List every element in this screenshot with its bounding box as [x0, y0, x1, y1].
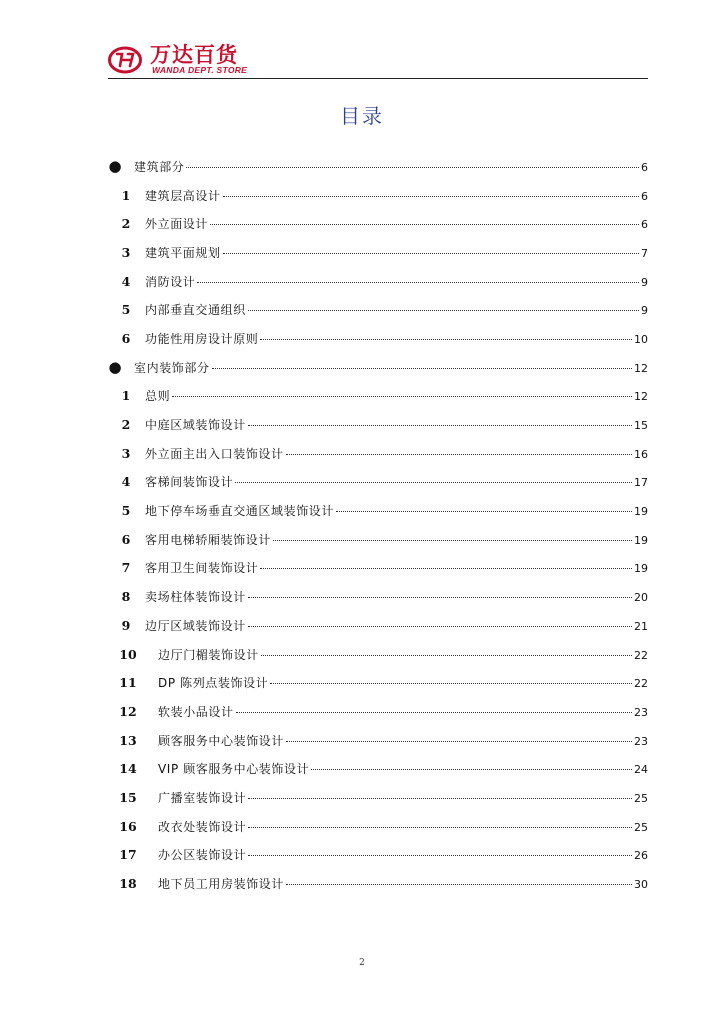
toc-entry-number: 1 [121, 187, 131, 203]
toc-entry-body [145, 187, 648, 204]
toc-entry-body [158, 732, 648, 749]
toc-dot-leader [286, 884, 632, 885]
toc-entry-page: 9 [641, 304, 648, 318]
toc-entry-body [145, 588, 648, 605]
toc-entry-number: 14 [119, 761, 137, 777]
toc-entry-body [145, 387, 648, 404]
toc-dot-leader [311, 769, 632, 770]
toc-entry-number: 11 [119, 675, 137, 691]
toc-entry-number: 18 [119, 876, 137, 892]
toc-entry-label: 中庭区域装饰设计 [145, 418, 246, 433]
toc-entry-label: 边厅门楣装饰设计 [158, 647, 259, 662]
toc-entry[interactable] [108, 754, 648, 783]
toc-entry-label: 外立面主出入口装饰设计 [145, 446, 284, 461]
toc-entry-label: 功能性用房设计原则 [145, 331, 259, 346]
toc-entry[interactable] [108, 697, 648, 726]
toc-entry-page: 19 [634, 533, 648, 547]
toc-entry[interactable] [108, 640, 648, 669]
toc-entry-label: 软装小品设计 [158, 704, 234, 719]
toc-dot-leader [186, 167, 639, 168]
toc-entry-body [145, 301, 648, 318]
toc-entry[interactable] [108, 554, 648, 583]
toc-entry-page: 20 [634, 591, 648, 605]
toc-dot-leader [248, 798, 632, 799]
page-title: 目录 [340, 104, 384, 128]
toc-entry[interactable] [108, 525, 648, 554]
toc-dot-leader [248, 626, 632, 627]
toc-entry-number: 3 [121, 445, 131, 461]
toc-entry-body [145, 330, 648, 347]
toc-dot-leader [197, 282, 639, 283]
toc-dot-leader [248, 597, 632, 598]
toc-dot-leader [260, 339, 632, 340]
toc-entry-body [145, 215, 648, 232]
toc-entry[interactable] [108, 382, 648, 411]
toc-bullet: ● [108, 157, 122, 176]
toc-entry-page: 25 [634, 820, 648, 834]
wanda-logo-icon [108, 46, 142, 74]
toc-entry-label: 边厅区域装饰设计 [145, 618, 246, 633]
toc-entry-body [145, 531, 648, 548]
toc-entry-body [158, 760, 648, 777]
toc-entry-body [145, 617, 648, 634]
toc-entry[interactable] [108, 869, 648, 898]
toc-entry-number: 2 [121, 216, 131, 232]
toc-entry-body [158, 646, 648, 663]
toc-entry-label: 广播室装饰设计 [158, 790, 247, 805]
toc-dot-leader [286, 454, 632, 455]
toc-entry-page: 22 [634, 648, 648, 662]
toc-entry[interactable] [108, 783, 648, 812]
toc-entry[interactable] [108, 468, 648, 497]
toc-entry[interactable] [108, 295, 648, 324]
toc-entry[interactable] [108, 496, 648, 525]
toc-bullet: ● [108, 358, 122, 377]
toc-entry-label: 建筑平面规划 [145, 245, 221, 260]
table-of-contents [108, 152, 648, 898]
toc-entry-page: 17 [634, 476, 648, 490]
toc-entry-number: 10 [119, 646, 137, 662]
toc-entry-page: 6 [641, 160, 648, 174]
toc-entry-page: 9 [641, 275, 648, 289]
toc-dot-leader [260, 568, 632, 569]
toc-dot-leader [248, 827, 632, 828]
toc-entry[interactable] [108, 238, 648, 267]
toc-dot-leader [286, 741, 632, 742]
toc-entry-label: 卖场柱体装饰设计 [145, 590, 246, 605]
toc-entry-number: 2 [121, 417, 131, 433]
toc-entry-page: 25 [634, 791, 648, 805]
toc-entry-number: 5 [121, 302, 131, 318]
toc-entry-label: 外立面设计 [145, 217, 209, 232]
toc-entry[interactable] [108, 726, 648, 755]
toc-entry-body [145, 273, 648, 290]
toc-entry-label: 消防设计 [145, 274, 196, 289]
toc-entry[interactable] [108, 324, 648, 353]
toc-entry-number: 9 [121, 617, 131, 633]
toc-entry-page: 15 [634, 419, 648, 433]
toc-entry-body [158, 818, 648, 835]
toc-entry-body [145, 473, 648, 490]
toc-entry-label: 办公区装饰设计 [158, 848, 247, 863]
toc-dot-leader [248, 310, 639, 311]
toc-entry-page: 12 [634, 390, 648, 404]
toc-entry[interactable] [108, 611, 648, 640]
toc-dot-leader [248, 855, 632, 856]
toc-dot-leader [261, 655, 632, 656]
toc-dot-leader [270, 683, 632, 684]
toc-entry-number: 12 [119, 703, 137, 719]
toc-entry-label: VIP 顾客服务中心装饰设计 [158, 762, 310, 777]
toc-entry-number: 4 [121, 273, 131, 289]
toc-entry-label: 内部垂直交通组织 [145, 303, 246, 318]
toc-entry-body [158, 703, 648, 720]
toc-entry-body [134, 158, 648, 175]
toc-entry-body [145, 445, 648, 462]
toc-entry-page: 26 [634, 849, 648, 863]
toc-dot-leader [273, 540, 632, 541]
toc-entry-body [158, 846, 648, 863]
toc-entry-number: 7 [121, 560, 131, 576]
toc-entry-label: 建筑层高设计 [145, 188, 221, 203]
toc-entry-number: 15 [119, 789, 137, 805]
toc-entry-label: 地下停车场垂直交通区域装饰设计 [145, 504, 335, 519]
toc-entry-body [145, 502, 648, 519]
toc-entry-body [145, 559, 648, 576]
toc-entry[interactable] [108, 267, 648, 296]
toc-entry-page: 12 [634, 361, 648, 375]
toc-entry-page: 6 [641, 218, 648, 232]
toc-entry-number: 17 [119, 847, 137, 863]
toc-entry-number: 6 [121, 531, 131, 547]
toc-dot-leader [236, 712, 632, 713]
toc-entry[interactable] [108, 181, 648, 210]
toc-entry-label: 室内装饰部分 [134, 360, 210, 375]
toc-entry-number: 1 [121, 388, 131, 404]
toc-entry-label: 地下员工用房装饰设计 [158, 877, 285, 892]
toc-entry[interactable] [108, 410, 648, 439]
toc-entry-page: 16 [634, 447, 648, 461]
toc-entry-label: 改衣处装饰设计 [158, 819, 247, 834]
toc-entry[interactable] [108, 439, 648, 468]
toc-entry-label: DP 陈列点装饰设计 [158, 676, 269, 691]
toc-entry-body [158, 875, 648, 892]
toc-entry-page: 23 [634, 705, 648, 719]
toc-dot-leader [172, 396, 632, 397]
toc-dot-leader [248, 425, 632, 426]
toc-entry-label: 客用卫生间装饰设计 [145, 561, 259, 576]
toc-dot-leader [210, 224, 639, 225]
toc-entry-label: 客梯间装饰设计 [145, 475, 234, 490]
toc-entry-page: 19 [634, 562, 648, 576]
toc-entry-number: 8 [121, 589, 131, 605]
toc-entry-body [158, 789, 648, 806]
toc-dot-leader [336, 511, 632, 512]
toc-entry-label: 客用电梯轿厢装饰设计 [145, 532, 272, 547]
toc-entry[interactable] [108, 209, 648, 238]
toc-entry-label: 顾客服务中心装饰设计 [158, 733, 285, 748]
toc-entry[interactable] [108, 353, 648, 382]
toc-entry[interactable] [108, 582, 648, 611]
toc-entry[interactable] [108, 668, 648, 697]
toc-entry-number: 13 [119, 732, 137, 748]
toc-entry[interactable] [108, 152, 648, 181]
toc-entry-page: 10 [634, 332, 648, 346]
toc-entry-number: 16 [119, 818, 137, 834]
toc-entry-body [145, 244, 648, 261]
toc-entry-body [158, 674, 648, 691]
toc-entry-page: 6 [641, 189, 648, 203]
toc-dot-leader [223, 196, 639, 197]
toc-entry-page: 19 [634, 505, 648, 519]
toc-entry-number: 4 [121, 474, 131, 490]
toc-entry-number: 3 [121, 244, 131, 260]
toc-entry-label: 建筑部分 [134, 159, 185, 174]
toc-dot-leader [235, 482, 632, 483]
logo-chinese-text: 万达百货 [150, 43, 238, 67]
toc-entry-page: 7 [641, 246, 648, 260]
toc-entry[interactable] [108, 812, 648, 841]
toc-dot-leader [223, 253, 639, 254]
toc-entry-page: 30 [634, 878, 648, 892]
toc-entry-number: 5 [121, 503, 131, 519]
toc-dot-leader [212, 368, 632, 369]
toc-entry-body [145, 416, 648, 433]
toc-entry-page: 21 [634, 619, 648, 633]
toc-entry-number: 6 [121, 330, 131, 346]
toc-entry-page: 22 [634, 677, 648, 691]
logo-english-text: WANDA DEPT. STORE [152, 65, 248, 75]
toc-entry-body [134, 359, 648, 376]
toc-entry-page: 23 [634, 734, 648, 748]
page-number: 2 [359, 958, 365, 968]
toc-entry[interactable] [108, 841, 648, 870]
header-divider [108, 78, 648, 79]
document-header [108, 44, 648, 78]
toc-entry-page: 24 [634, 763, 648, 777]
toc-entry-label: 总则 [145, 389, 171, 404]
